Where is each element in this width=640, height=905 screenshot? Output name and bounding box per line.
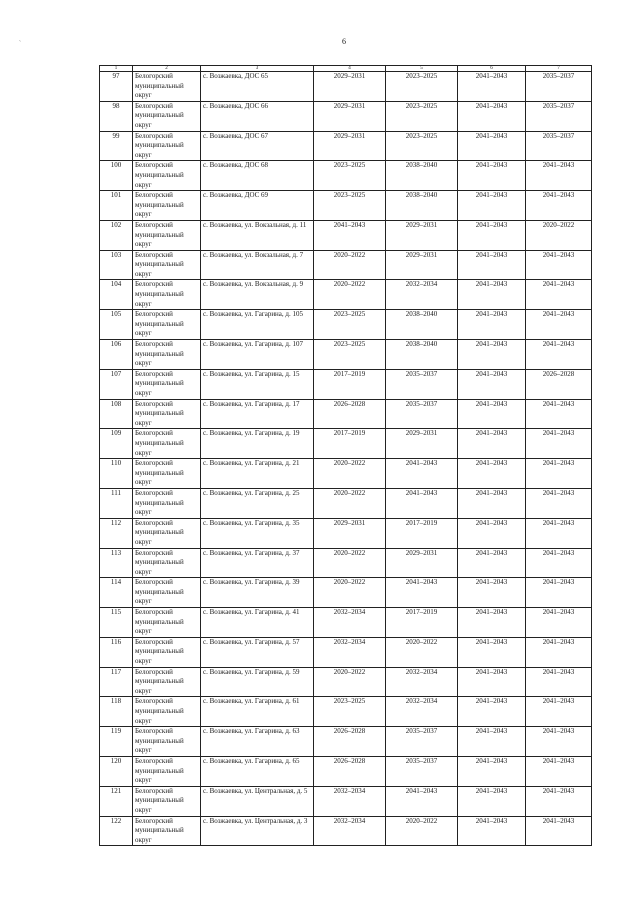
period-col7-cell: 2041–2043 xyxy=(526,340,592,370)
table-row xyxy=(100,161,592,191)
period-col6-cell: 2041–2043 xyxy=(458,578,526,608)
housing-schedule-table xyxy=(99,65,592,846)
period-col5-cell: 2035–2037 xyxy=(386,756,458,786)
period-col4-cell: 2020–2022 xyxy=(314,578,386,608)
period-col4-cell: 2029–2031 xyxy=(314,101,386,131)
period-col5-cell: 2032–2034 xyxy=(386,697,458,727)
period-col4-cell: 2020–2022 xyxy=(314,459,386,489)
table-row xyxy=(100,637,592,667)
table-row xyxy=(100,727,592,757)
period-col7-cell: 2035–2037 xyxy=(526,101,592,131)
table-row xyxy=(100,518,592,548)
period-col7-cell: 2041–2043 xyxy=(526,429,592,459)
municipality-cell: Белогорский муниципальный округ xyxy=(133,786,201,816)
period-col6-cell: 2041–2043 xyxy=(458,518,526,548)
address-cell: с. Возжаевка, ул. Гагарина, д. 37 xyxy=(201,548,314,578)
period-col7-cell: 2041–2043 xyxy=(526,518,592,548)
table-row xyxy=(100,756,592,786)
address-cell: с. Возжаевка, ул. Гагарина, д. 63 xyxy=(201,727,314,757)
address-cell: с. Возжаевка, ДОС 68 xyxy=(201,161,314,191)
address-cell: с. Возжаевка, ул. Гагарина, д. 17 xyxy=(201,399,314,429)
period-col4-cell: 2020–2022 xyxy=(314,488,386,518)
period-col5-cell: 2029–2031 xyxy=(386,250,458,280)
table-row xyxy=(100,399,592,429)
period-col6-cell: 2041–2043 xyxy=(458,250,526,280)
period-col5-cell: 2023–2025 xyxy=(386,72,458,102)
period-col5-cell: 2020–2022 xyxy=(386,637,458,667)
table-row xyxy=(100,578,592,608)
period-col4-cell: 2017–2019 xyxy=(314,429,386,459)
row-number-cell: 101 xyxy=(100,191,133,221)
period-col7-cell: 2041–2043 xyxy=(526,637,592,667)
period-col7-cell: 2035–2037 xyxy=(526,131,592,161)
period-col5-cell: 2041–2043 xyxy=(386,786,458,816)
address-cell: с. Возжаевка, ДОС 67 xyxy=(201,131,314,161)
period-col6-cell: 2041–2043 xyxy=(458,756,526,786)
row-number-cell: 100 xyxy=(100,161,133,191)
period-col5-cell: 2041–2043 xyxy=(386,578,458,608)
period-col6-cell: 2041–2043 xyxy=(458,727,526,757)
table-row xyxy=(100,488,592,518)
table-row xyxy=(100,191,592,221)
period-col6-cell: 2041–2043 xyxy=(458,131,526,161)
row-number-cell: 102 xyxy=(100,220,133,250)
address-cell: с. Возжаевка, ул. Гагарина, д. 19 xyxy=(201,429,314,459)
row-number-cell: 118 xyxy=(100,697,133,727)
table-row xyxy=(100,310,592,340)
period-col4-cell: 2017–2019 xyxy=(314,369,386,399)
municipality-cell: Белогорский муниципальный округ xyxy=(133,399,201,429)
address-cell: с. Возжаевка, ДОС 69 xyxy=(201,191,314,221)
table-row xyxy=(100,816,592,846)
period-col5-cell: 2017–2019 xyxy=(386,518,458,548)
period-col6-cell: 2041–2043 xyxy=(458,429,526,459)
table-row xyxy=(100,429,592,459)
table-row xyxy=(100,548,592,578)
period-col4-cell: 2032–2034 xyxy=(314,816,386,846)
address-cell: с. Возжаевка, ул. Центральная, д. 5 xyxy=(201,786,314,816)
row-number-cell: 114 xyxy=(100,578,133,608)
period-col7-cell: 2041–2043 xyxy=(526,697,592,727)
municipality-cell: Белогорский муниципальный округ xyxy=(133,161,201,191)
municipality-cell: Белогорский муниципальный округ xyxy=(133,101,201,131)
table-row xyxy=(100,250,592,280)
row-number-cell: 107 xyxy=(100,369,133,399)
row-number-cell: 99 xyxy=(100,131,133,161)
period-col7-cell: 2041–2043 xyxy=(526,608,592,638)
period-col7-cell: 2041–2043 xyxy=(526,727,592,757)
table-row xyxy=(100,220,592,250)
address-cell: с. Возжаевка, ул. Гагарина, д. 35 xyxy=(201,518,314,548)
period-col6-cell: 2041–2043 xyxy=(458,786,526,816)
period-col5-cell: 2041–2043 xyxy=(386,459,458,489)
period-col6-cell: 2041–2043 xyxy=(458,637,526,667)
row-number-cell: 97 xyxy=(100,72,133,102)
municipality-cell: Белогорский муниципальный округ xyxy=(133,727,201,757)
period-col6-cell: 2041–2043 xyxy=(458,280,526,310)
table-row xyxy=(100,280,592,310)
period-col7-cell: 2041–2043 xyxy=(526,191,592,221)
address-cell: с. Возжаевка, ул. Гагарина, д. 65 xyxy=(201,756,314,786)
period-col7-cell: 2041–2043 xyxy=(526,548,592,578)
municipality-cell: Белогорский муниципальный округ xyxy=(133,250,201,280)
address-cell: с. Возжаевка, ул. Гагарина, д. 57 xyxy=(201,637,314,667)
period-col5-cell: 2032–2034 xyxy=(386,667,458,697)
period-col6-cell: 2041–2043 xyxy=(458,816,526,846)
row-number-cell: 109 xyxy=(100,429,133,459)
row-number-cell: 106 xyxy=(100,340,133,370)
address-cell: с. Возжаевка, ул. Гагарина, д. 25 xyxy=(201,488,314,518)
period-col4-cell: 2029–2031 xyxy=(314,518,386,548)
period-col4-cell: 2023–2025 xyxy=(314,161,386,191)
scan-artifact-mark: ` xyxy=(19,41,21,47)
period-col4-cell: 2023–2025 xyxy=(314,340,386,370)
municipality-cell: Белогорский муниципальный округ xyxy=(133,637,201,667)
address-cell: с. Возжаевка, ул. Вокзальная, д. 9 xyxy=(201,280,314,310)
period-col4-cell: 2026–2028 xyxy=(314,399,386,429)
period-col7-cell: 2041–2043 xyxy=(526,786,592,816)
period-col7-cell: 2026–2028 xyxy=(526,369,592,399)
page-number: 6 xyxy=(342,37,346,46)
table-body xyxy=(100,72,592,846)
municipality-cell: Белогорский муниципальный округ xyxy=(133,459,201,489)
municipality-cell: Белогорский муниципальный округ xyxy=(133,191,201,221)
period-col4-cell: 2026–2028 xyxy=(314,727,386,757)
period-col7-cell: 2041–2043 xyxy=(526,756,592,786)
municipality-cell: Белогорский муниципальный округ xyxy=(133,548,201,578)
period-col4-cell: 2020–2022 xyxy=(314,280,386,310)
table-row xyxy=(100,131,592,161)
period-col6-cell: 2041–2043 xyxy=(458,161,526,191)
address-cell: с. Возжаевка, ул. Гагарина, д. 105 xyxy=(201,310,314,340)
period-col4-cell: 2029–2031 xyxy=(314,131,386,161)
municipality-cell: Белогорский муниципальный округ xyxy=(133,369,201,399)
period-col4-cell: 2020–2022 xyxy=(314,667,386,697)
row-number-cell: 119 xyxy=(100,727,133,757)
period-col4-cell: 2026–2028 xyxy=(314,756,386,786)
row-number-cell: 104 xyxy=(100,280,133,310)
period-col5-cell: 2017–2019 xyxy=(386,608,458,638)
row-number-cell: 105 xyxy=(100,310,133,340)
row-number-cell: 103 xyxy=(100,250,133,280)
period-col6-cell: 2041–2043 xyxy=(458,191,526,221)
municipality-cell: Белогорский муниципальный округ xyxy=(133,578,201,608)
row-number-cell: 108 xyxy=(100,399,133,429)
period-col6-cell: 2041–2043 xyxy=(458,340,526,370)
municipality-cell: Белогорский муниципальный округ xyxy=(133,131,201,161)
period-col4-cell: 2041–2043 xyxy=(314,220,386,250)
period-col6-cell: 2041–2043 xyxy=(458,220,526,250)
period-col5-cell: 2020–2022 xyxy=(386,816,458,846)
municipality-cell: Белогорский муниципальный округ xyxy=(133,608,201,638)
period-col5-cell: 2041–2043 xyxy=(386,488,458,518)
municipality-cell: Белогорский муниципальный округ xyxy=(133,280,201,310)
table-row xyxy=(100,101,592,131)
column-number-4: 4 xyxy=(314,66,386,72)
row-number-cell: 98 xyxy=(100,101,133,131)
period-col4-cell: 2032–2034 xyxy=(314,786,386,816)
period-col7-cell: 2041–2043 xyxy=(526,280,592,310)
address-cell: с. Возжаевка, ул. Вокзальная, д. 11 xyxy=(201,220,314,250)
period-col5-cell: 2038–2040 xyxy=(386,191,458,221)
period-col5-cell: 2038–2040 xyxy=(386,340,458,370)
address-cell: с. Возжаевка, ул. Вокзальная, д. 7 xyxy=(201,250,314,280)
period-col4-cell: 2032–2034 xyxy=(314,637,386,667)
period-col6-cell: 2041–2043 xyxy=(458,697,526,727)
period-col4-cell: 2023–2025 xyxy=(314,697,386,727)
column-number-1: 1 xyxy=(100,66,133,72)
municipality-cell: Белогорский муниципальный округ xyxy=(133,340,201,370)
period-col5-cell: 2029–2031 xyxy=(386,548,458,578)
row-number-cell: 115 xyxy=(100,608,133,638)
address-cell: с. Возжаевка, ДОС 66 xyxy=(201,101,314,131)
period-col5-cell: 2035–2037 xyxy=(386,399,458,429)
row-number-cell: 113 xyxy=(100,548,133,578)
period-col4-cell: 2020–2022 xyxy=(314,250,386,280)
row-number-cell: 117 xyxy=(100,667,133,697)
table-row xyxy=(100,608,592,638)
period-col5-cell: 2038–2040 xyxy=(386,310,458,340)
row-number-cell: 120 xyxy=(100,756,133,786)
row-number-cell: 116 xyxy=(100,637,133,667)
period-col5-cell: 2023–2025 xyxy=(386,131,458,161)
table-row xyxy=(100,369,592,399)
period-col6-cell: 2041–2043 xyxy=(458,310,526,340)
row-number-cell: 110 xyxy=(100,459,133,489)
address-cell: с. Возжаевка, ул. Гагарина, д. 41 xyxy=(201,608,314,638)
period-col4-cell: 2032–2034 xyxy=(314,608,386,638)
column-number-7: 7 xyxy=(526,66,592,72)
column-number-6: 6 xyxy=(458,66,526,72)
address-cell: с. Возжаевка, ул. Гагарина, д. 59 xyxy=(201,667,314,697)
municipality-cell: Белогорский муниципальный округ xyxy=(133,756,201,786)
address-cell: с. Возжаевка, ДОС 65 xyxy=(201,72,314,102)
period-col7-cell: 2041–2043 xyxy=(526,459,592,489)
period-col7-cell: 2041–2043 xyxy=(526,399,592,429)
period-col7-cell: 2041–2043 xyxy=(526,816,592,846)
period-col6-cell: 2041–2043 xyxy=(458,101,526,131)
row-number-cell: 112 xyxy=(100,518,133,548)
row-number-cell: 121 xyxy=(100,786,133,816)
municipality-cell: Белогорский муниципальный округ xyxy=(133,518,201,548)
table-row xyxy=(100,72,592,102)
address-cell: с. Возжаевка, ул. Гагарина, д. 61 xyxy=(201,697,314,727)
period-col5-cell: 2035–2037 xyxy=(386,727,458,757)
municipality-cell: Белогорский муниципальный округ xyxy=(133,72,201,102)
municipality-cell: Белогорский муниципальный округ xyxy=(133,310,201,340)
period-col4-cell: 2020–2022 xyxy=(314,548,386,578)
address-cell: с. Возжаевка, ул. Гагарина, д. 21 xyxy=(201,459,314,489)
municipality-cell: Белогорский муниципальный округ xyxy=(133,816,201,846)
period-col4-cell: 2029–2031 xyxy=(314,72,386,102)
period-col7-cell: 2020–2022 xyxy=(526,220,592,250)
address-cell: с. Возжаевка, ул. Центральная, д. 3 xyxy=(201,816,314,846)
period-col6-cell: 2041–2043 xyxy=(458,72,526,102)
period-col7-cell: 2041–2043 xyxy=(526,250,592,280)
period-col6-cell: 2041–2043 xyxy=(458,548,526,578)
row-number-cell: 111 xyxy=(100,488,133,518)
municipality-cell: Белогорский муниципальный округ xyxy=(133,667,201,697)
period-col5-cell: 2035–2037 xyxy=(386,369,458,399)
column-number-3: 3 xyxy=(201,66,314,72)
address-cell: с. Возжаевка, ул. Гагарина, д. 107 xyxy=(201,340,314,370)
period-col7-cell: 2035–2037 xyxy=(526,72,592,102)
table-row xyxy=(100,697,592,727)
municipality-cell: Белогорский муниципальный округ xyxy=(133,220,201,250)
period-col7-cell: 2041–2043 xyxy=(526,161,592,191)
period-col6-cell: 2041–2043 xyxy=(458,459,526,489)
period-col6-cell: 2041–2043 xyxy=(458,399,526,429)
period-col7-cell: 2041–2043 xyxy=(526,578,592,608)
table-row xyxy=(100,459,592,489)
period-col6-cell: 2041–2043 xyxy=(458,608,526,638)
municipality-cell: Белогорский муниципальный округ xyxy=(133,488,201,518)
address-cell: с. Возжаевка, ул. Гагарина, д. 39 xyxy=(201,578,314,608)
period-col6-cell: 2041–2043 xyxy=(458,667,526,697)
table-row xyxy=(100,340,592,370)
period-col4-cell: 2023–2025 xyxy=(314,191,386,221)
period-col7-cell: 2041–2043 xyxy=(526,667,592,697)
table-row xyxy=(100,667,592,697)
municipality-cell: Белогорский муниципальный округ xyxy=(133,697,201,727)
address-cell: с. Возжаевка, ул. Гагарина, д. 15 xyxy=(201,369,314,399)
period-col5-cell: 2029–2031 xyxy=(386,429,458,459)
period-col5-cell: 2023–2025 xyxy=(386,101,458,131)
municipality-cell: Белогорский муниципальный округ xyxy=(133,429,201,459)
period-col5-cell: 2029–2031 xyxy=(386,220,458,250)
period-col6-cell: 2041–2043 xyxy=(458,488,526,518)
table-row xyxy=(100,786,592,816)
period-col7-cell: 2041–2043 xyxy=(526,310,592,340)
period-col5-cell: 2032–2034 xyxy=(386,280,458,310)
period-col5-cell: 2038–2040 xyxy=(386,161,458,191)
period-col4-cell: 2023–2025 xyxy=(314,310,386,340)
column-number-2: 2 xyxy=(133,66,201,72)
column-number-5: 5 xyxy=(386,66,458,72)
period-col6-cell: 2041–2043 xyxy=(458,369,526,399)
period-col7-cell: 2041–2043 xyxy=(526,488,592,518)
row-number-cell: 122 xyxy=(100,816,133,846)
